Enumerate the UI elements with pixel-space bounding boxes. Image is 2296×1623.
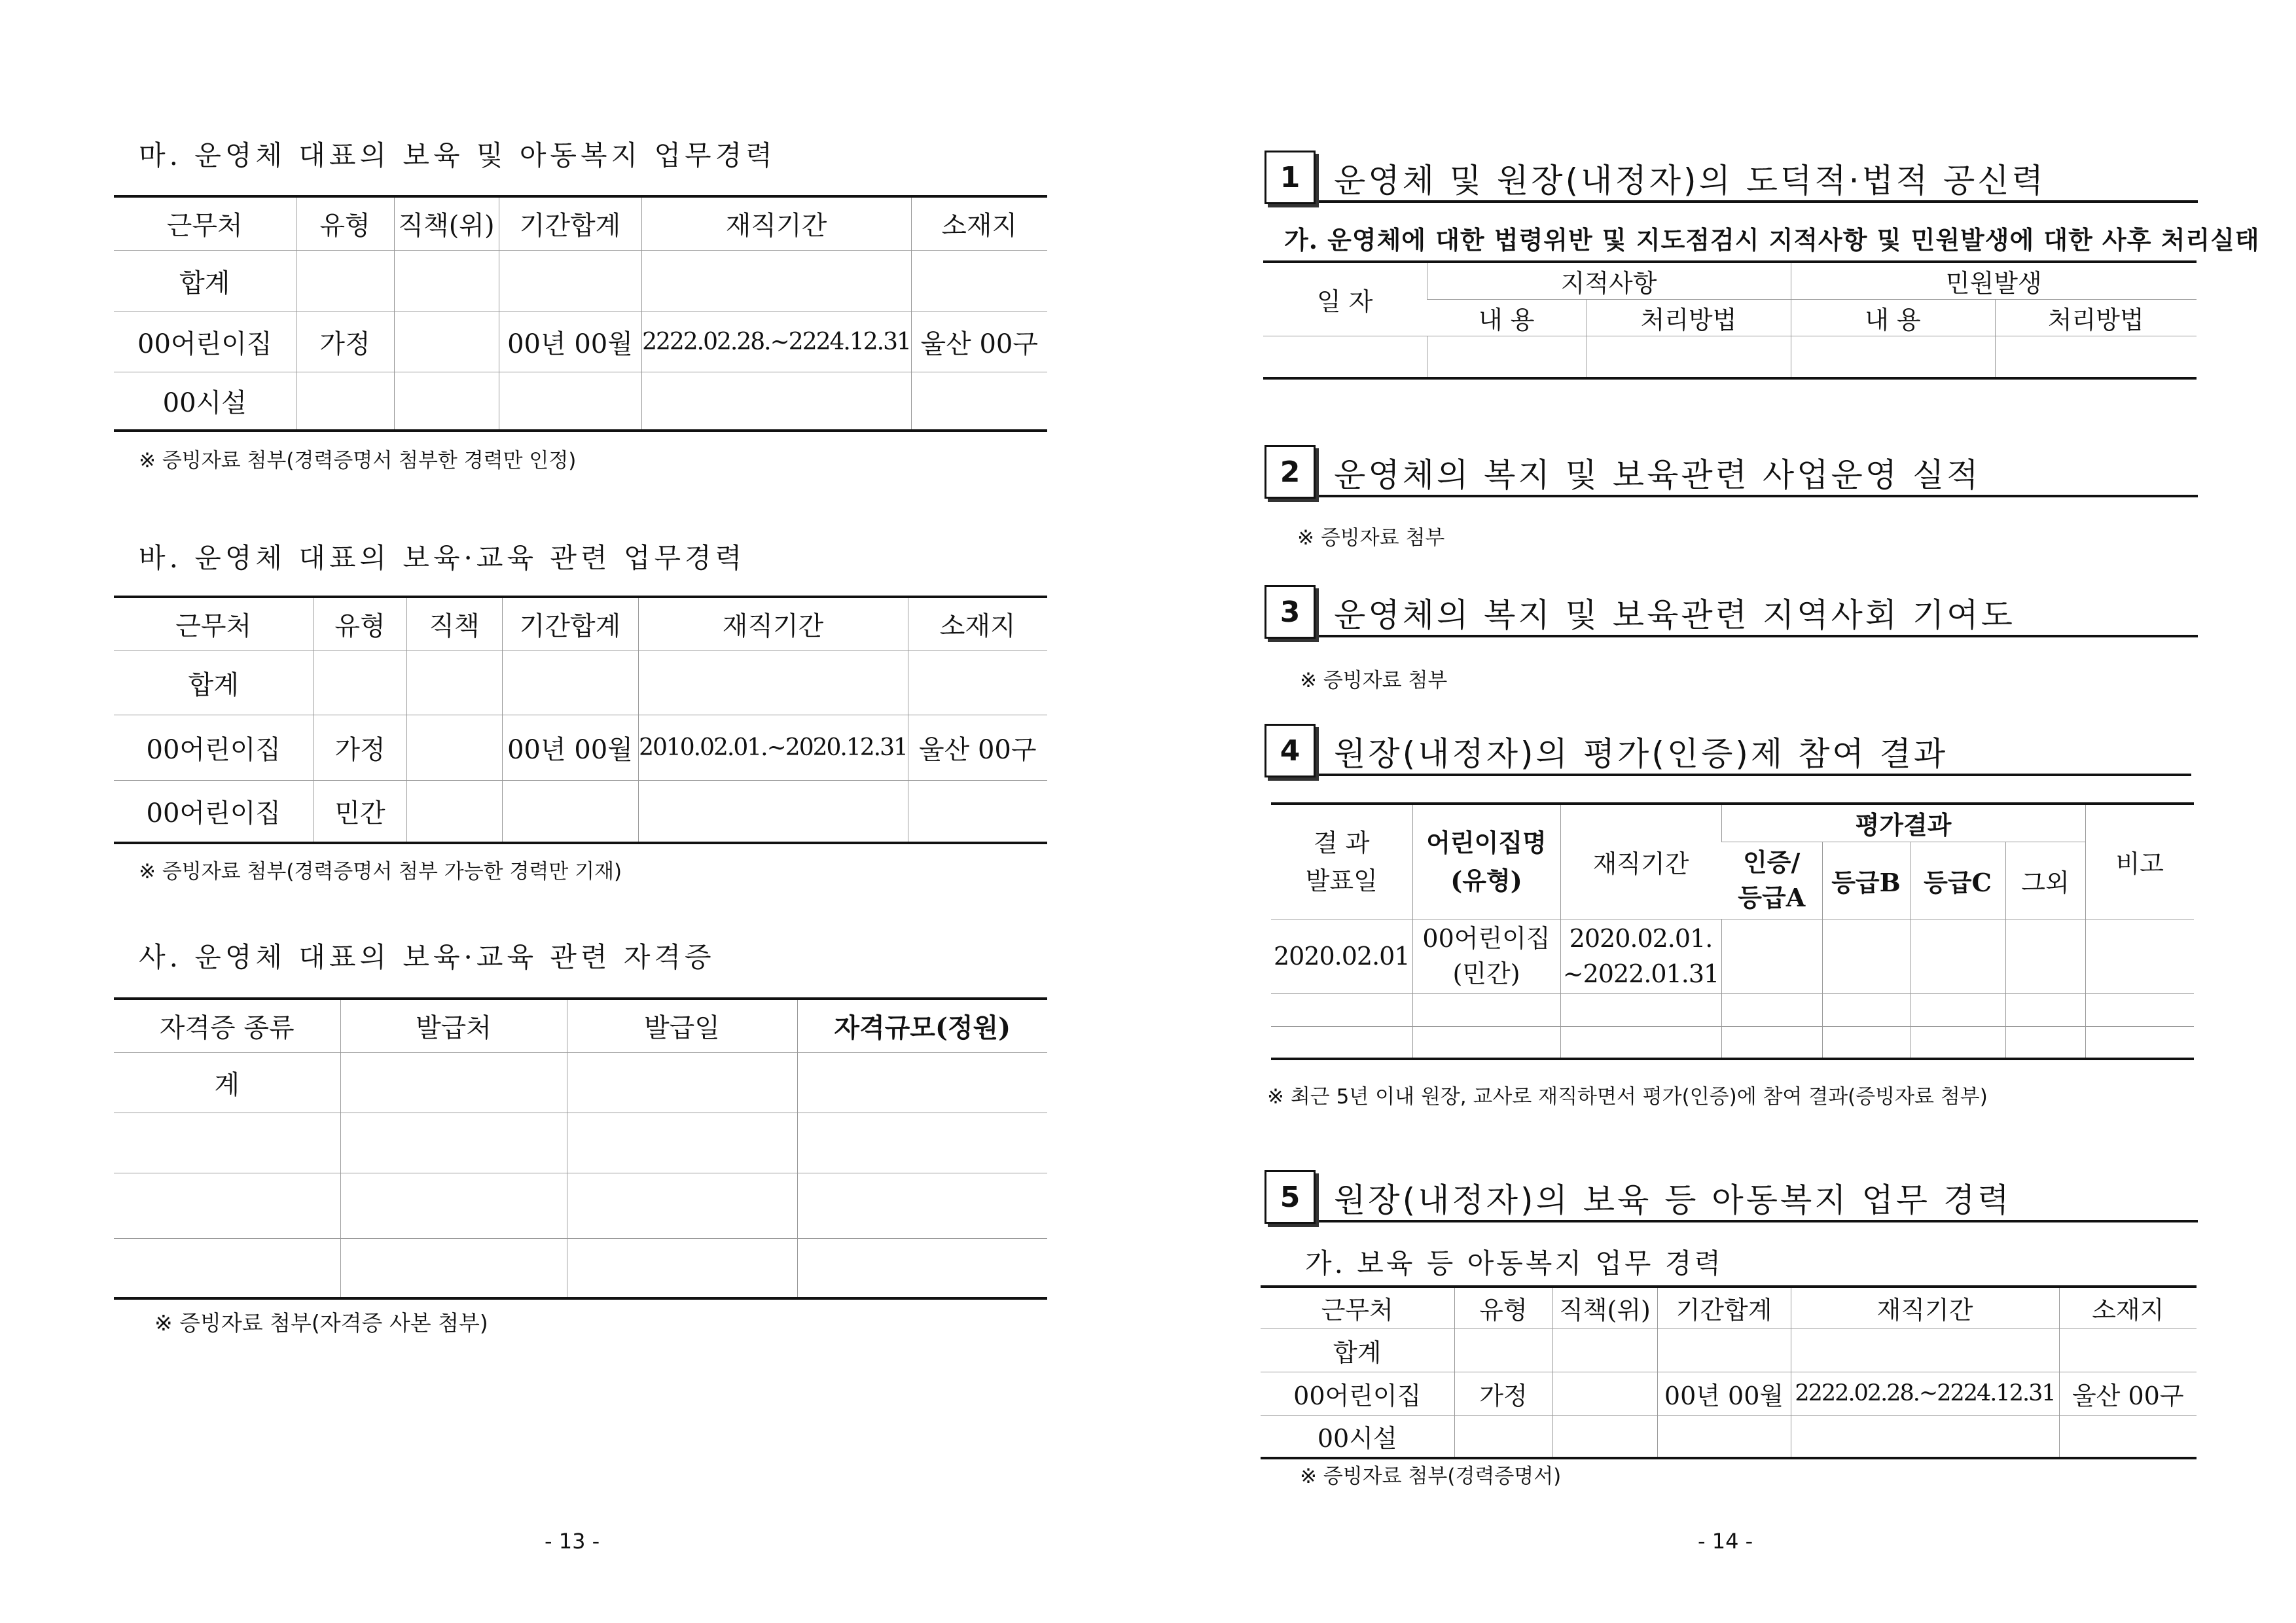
cell xyxy=(1412,993,1560,1026)
table-row xyxy=(114,372,1047,431)
cell: 00어린이집 xyxy=(1261,1372,1454,1415)
cell xyxy=(1822,1026,1910,1059)
table-row xyxy=(1271,993,2194,1026)
cell xyxy=(567,1238,797,1298)
label: 등급A xyxy=(1738,883,1806,912)
cell xyxy=(638,780,908,843)
cell xyxy=(502,780,638,843)
header-cell: 일 자 xyxy=(1263,262,1427,336)
cell xyxy=(1552,1415,1657,1458)
header-cell: 내 용 xyxy=(1427,300,1587,336)
table-row xyxy=(114,312,1047,372)
cell: 울산 00구 xyxy=(908,715,1047,780)
cell xyxy=(1822,919,1910,993)
header-cell: 직책 xyxy=(406,597,502,651)
cell xyxy=(2059,1329,2197,1372)
label: 인증/ xyxy=(1743,847,1801,877)
cell xyxy=(641,250,911,312)
cell xyxy=(1657,1415,1791,1458)
table-row xyxy=(1263,336,2197,378)
cell: 울산 00구 xyxy=(911,312,1047,372)
header-cell: 기간합계 xyxy=(502,597,638,651)
cell xyxy=(394,312,499,372)
section-5-header xyxy=(1265,1162,2198,1222)
cell xyxy=(406,651,502,715)
header-cell: 등급B xyxy=(1822,842,1910,919)
cell xyxy=(908,651,1047,715)
label: ~2022.01.31 xyxy=(1562,959,1719,988)
cell: 계 xyxy=(114,1052,340,1113)
header-cell xyxy=(1412,804,1560,919)
header-cell: 근무처 xyxy=(114,196,296,250)
header-cell: 그외 xyxy=(2005,842,2085,919)
cell xyxy=(2085,1026,2194,1059)
section-ma-title: 마. 운영체 대표의 보육 및 아동복지 업무경력 xyxy=(139,139,776,171)
cell: 00시설 xyxy=(162,387,247,418)
header-cell: 평가결과 xyxy=(1721,804,2085,842)
note-s3: ※ 증빙자료 첨부 xyxy=(1300,669,1448,692)
table-sa xyxy=(114,997,1047,1300)
cell: 2010.02.01.~2020.12.31 xyxy=(638,715,908,780)
table-row xyxy=(1271,919,2194,993)
cell: 00년 00월 xyxy=(499,312,641,372)
cell: 2222.02.28.~2224.12.31 xyxy=(641,312,911,372)
cell xyxy=(1427,336,1587,378)
section-number-box: 1 xyxy=(1265,151,1316,204)
cell: 00어린이집 xyxy=(146,798,281,829)
cell xyxy=(1910,919,2005,993)
page-number: - 13 - xyxy=(545,1529,600,1554)
header-cell: 기간합계 xyxy=(1657,1287,1791,1329)
section-number-box: 3 xyxy=(1265,585,1316,639)
section-2-header xyxy=(1265,437,2198,497)
section-ba-title: 바. 운영체 대표의 보육·교육 관련 업무경력 xyxy=(139,542,746,574)
table-s1 xyxy=(1263,260,2197,380)
cell xyxy=(406,780,502,843)
section-1-sub: 가. 운영체에 대한 법령위반 및 지도점검시 지적사항 및 민원발생에 대한 사후 처리실태 xyxy=(1284,225,2260,255)
cell: 00년 00월 xyxy=(502,715,638,780)
cell xyxy=(2059,1415,2197,1458)
cell: 00년 00월 xyxy=(1657,1372,1791,1415)
cell xyxy=(1721,1026,1822,1059)
cell xyxy=(1552,1329,1657,1372)
cell xyxy=(797,1238,1047,1298)
label: 2020.02.01. xyxy=(1569,924,1713,953)
table-row xyxy=(1261,1415,2197,1458)
cell xyxy=(2005,993,2085,1026)
label: 발표일 xyxy=(1305,866,1378,895)
cell xyxy=(1271,1026,1412,1059)
label: (유형) xyxy=(1450,865,1522,895)
header-cell: 내 용 xyxy=(1791,300,1995,336)
cell: 울산 00구 xyxy=(2059,1372,2197,1415)
cell xyxy=(499,250,641,312)
cell xyxy=(340,1238,567,1298)
header-cell: 발급처 xyxy=(340,999,567,1052)
page-number: - 14 - xyxy=(1698,1529,1753,1554)
table-row xyxy=(1261,1329,2197,1372)
cell xyxy=(314,651,406,715)
header-cell: 근무처 xyxy=(1261,1287,1454,1329)
cell: 00어린이집 xyxy=(114,312,296,372)
cell xyxy=(1263,336,1427,378)
header-cell: 지적사항 xyxy=(1427,262,1791,300)
header-cell: 근무처 xyxy=(114,597,314,651)
header-cell: 처리방법 xyxy=(1995,300,2197,336)
cell xyxy=(2085,919,2194,993)
label: (민간) xyxy=(1452,959,1520,988)
cell: 2222.02.28.~2224.12.31 xyxy=(1791,1372,2059,1415)
section-number-box: 5 xyxy=(1265,1170,1316,1224)
cell: 합계 xyxy=(114,651,314,715)
cell xyxy=(1454,1415,1552,1458)
cell xyxy=(1412,1026,1560,1059)
cell xyxy=(406,715,502,780)
cell: 00어린이집 xyxy=(114,715,314,780)
cell xyxy=(1560,919,1721,993)
header-cell: 기간합계 xyxy=(499,196,641,250)
header-cell: 직책(위) xyxy=(394,196,499,250)
header-cell: 재직기간 xyxy=(638,597,908,651)
table-row xyxy=(114,1238,1047,1298)
header-cell: 등급C xyxy=(1910,842,2005,919)
cell xyxy=(296,372,394,431)
table-row xyxy=(114,1173,1047,1238)
section-4-header xyxy=(1265,716,2191,776)
table-row xyxy=(1261,1372,2197,1415)
cell xyxy=(340,1113,567,1173)
note-s5: ※ 증빙자료 첨부(경력증명서) xyxy=(1300,1465,1562,1488)
cell xyxy=(340,1173,567,1238)
cell xyxy=(1822,993,1910,1026)
cell xyxy=(797,1113,1047,1173)
section-5-sub: 가. 보육 등 아동복지 업무 경력 xyxy=(1305,1247,1723,1279)
table-row xyxy=(114,1052,1047,1113)
cell xyxy=(1560,1026,1721,1059)
header-cell: 소재지 xyxy=(2059,1287,2197,1329)
header-cell xyxy=(1271,804,1412,919)
label: 어린이집명 xyxy=(1426,827,1547,857)
header-cell: 재직기간 xyxy=(1560,804,1721,919)
section-3-title: 운영체의 복지 및 보육관련 지역사회 기여도 xyxy=(1334,596,2015,634)
cell xyxy=(797,1052,1047,1113)
cell xyxy=(641,372,911,431)
cell xyxy=(502,651,638,715)
cell: 가정 xyxy=(296,312,394,372)
table-ba xyxy=(114,596,1047,844)
header-cell: 소재지 xyxy=(908,597,1047,651)
cell xyxy=(567,1052,797,1113)
cell xyxy=(1721,993,1822,1026)
cell xyxy=(1412,919,1560,993)
label: 00어린이집 xyxy=(1422,924,1551,953)
cell xyxy=(1791,1329,2059,1372)
cell xyxy=(797,1173,1047,1238)
header-cell: 재직기간 xyxy=(641,196,911,250)
cell xyxy=(911,372,1047,431)
table-row xyxy=(114,780,1047,843)
section-1-title: 운영체 및 원장(내정자)의 도덕적·법적 공신력 xyxy=(1334,162,2046,200)
section-sa-title: 사. 운영체 대표의 보육·교육 관련 자격증 xyxy=(139,941,715,973)
cell xyxy=(567,1113,797,1173)
header-cell: 재직기간 xyxy=(1791,1287,2059,1329)
section-number-box: 4 xyxy=(1265,724,1316,777)
cell xyxy=(1657,1329,1791,1372)
cell xyxy=(1995,336,2197,378)
cell xyxy=(638,651,908,715)
note-s4: ※ 최근 5년 이내 원장, 교사로 재직하면서 평가(인증)에 참여 결과(증빙자료 첨부) xyxy=(1267,1085,1988,1109)
header-cell: 유형 xyxy=(314,597,406,651)
cell xyxy=(911,250,1047,312)
section-2-title: 운영체의 복지 및 보육관련 사업운영 실적 xyxy=(1334,456,1981,494)
cell xyxy=(2005,1026,2085,1059)
cell xyxy=(394,250,499,312)
header-cell: 처리방법 xyxy=(1587,300,1791,336)
cell: 가정 xyxy=(1454,1372,1552,1415)
cell xyxy=(1587,336,1791,378)
cell xyxy=(1560,993,1721,1026)
note-sa: ※ 증빙자료 첨부(자격증 사본 첨부) xyxy=(154,1310,488,1336)
table-row xyxy=(114,1113,1047,1173)
table-row xyxy=(114,250,1047,312)
cell: 합계 xyxy=(1261,1329,1454,1372)
cell xyxy=(1791,336,1995,378)
table-row xyxy=(114,715,1047,780)
cell xyxy=(1791,1415,2059,1458)
table-ma xyxy=(114,195,1047,432)
note-s2: ※ 증빙자료 첨부 xyxy=(1297,526,1445,550)
header-cell: 유형 xyxy=(1454,1287,1552,1329)
cell xyxy=(114,1173,340,1238)
table-row xyxy=(1271,1026,2194,1059)
cell xyxy=(1552,1372,1657,1415)
cell: 합계 xyxy=(114,250,296,312)
note-ma: ※ 증빙자료 첨부(경력증명서 첨부한 경력만 인정) xyxy=(139,449,577,473)
cell xyxy=(2005,919,2085,993)
header-cell: 자격규모(정원) xyxy=(797,999,1047,1052)
cell xyxy=(114,1113,340,1173)
table-s4 xyxy=(1271,802,2194,1060)
table-s5 xyxy=(1261,1285,2197,1459)
header-cell: 발급일 xyxy=(567,999,797,1052)
header-cell: 비고 xyxy=(2085,804,2194,919)
header-cell: 소재지 xyxy=(911,196,1047,250)
cell xyxy=(1454,1329,1552,1372)
header-cell xyxy=(1721,842,1822,919)
cell xyxy=(1910,993,2005,1026)
section-5-title: 원장(내정자)의 보육 등 아동복지 업무 경력 xyxy=(1334,1181,2012,1219)
section-number-box: 2 xyxy=(1265,445,1316,499)
cell xyxy=(1910,1026,2005,1059)
section-1-header xyxy=(1265,143,2198,203)
cell xyxy=(1721,919,1822,993)
section-4-title: 원장(내정자)의 평가(인증)제 참여 결과 xyxy=(1334,735,1948,773)
cell xyxy=(114,1238,340,1298)
cell xyxy=(394,372,499,431)
page-14 xyxy=(1148,0,2296,1623)
header-cell: 유형 xyxy=(296,196,394,250)
cell: 2020.02.01 xyxy=(1271,919,1412,993)
header-cell: 자격증 종류 xyxy=(114,999,340,1052)
cell xyxy=(340,1052,567,1113)
cell xyxy=(499,372,641,431)
cell: 00시설 xyxy=(1317,1423,1397,1453)
cell xyxy=(2085,993,2194,1026)
cell xyxy=(296,250,394,312)
note-ba: ※ 증빙자료 첨부(경력증명서 첨부 가능한 경력만 기재) xyxy=(139,860,622,883)
header-cell: 민원발생 xyxy=(1791,262,2197,300)
cell xyxy=(908,780,1047,843)
cell xyxy=(1271,993,1412,1026)
section-3-header xyxy=(1265,577,2198,637)
table-row xyxy=(114,651,1047,715)
cell xyxy=(567,1173,797,1238)
cell: 가정 xyxy=(314,715,406,780)
label: 결 과 xyxy=(1314,828,1370,857)
header-cell: 직책(위) xyxy=(1552,1287,1657,1329)
cell: 민간 xyxy=(314,780,406,843)
